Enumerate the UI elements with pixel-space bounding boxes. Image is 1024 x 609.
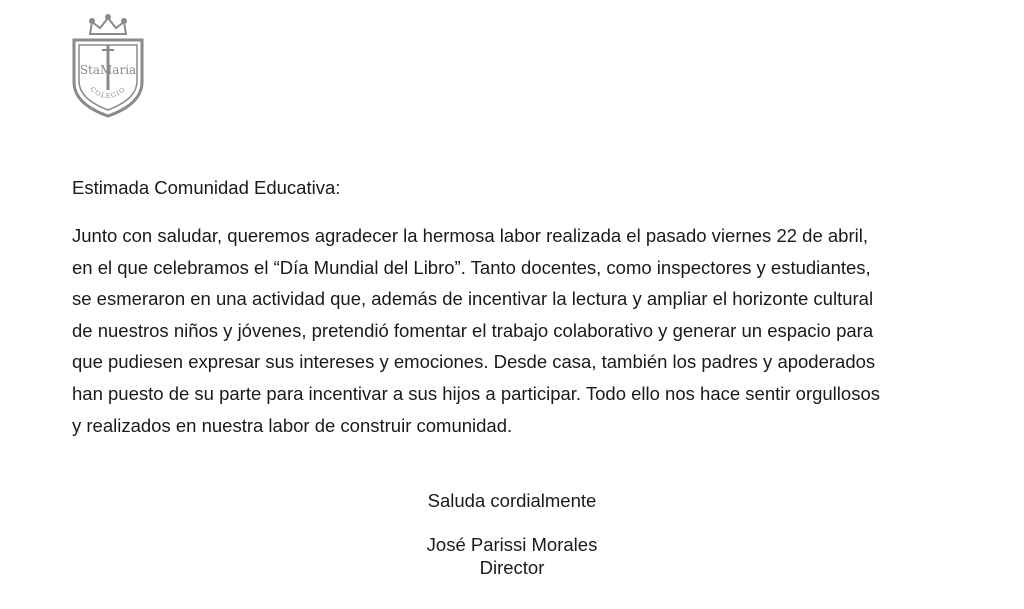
letter-body-paragraph bbox=[72, 220, 972, 441]
school-crest-logo bbox=[70, 12, 146, 120]
paragraph-line: han puesto de su parte para incentivar a sus hijos a participar. Todo ello nos hace sentir orgullosos bbox=[72, 382, 880, 404]
logo-name-text: StaMaria bbox=[79, 63, 137, 77]
letter-greeting: Estimada Comunidad Educativa: bbox=[72, 177, 341, 198]
paragraph-line: Junto con saludar, queremos agradecer la hermosa labor realizada el pasado viernes 22 de abril, bbox=[72, 225, 868, 246]
paragraph-line: en el que celebramos el “Día Mundial del Libro”. Tanto docentes, como inspectores y estudiantes, bbox=[72, 256, 871, 278]
paragraph-line: se esmeraron en una actividad que, además de incentivar la lectura y ampliar el horizonte cultural bbox=[72, 288, 874, 310]
crown-icon bbox=[90, 15, 126, 34]
signer-title: Director bbox=[479, 557, 545, 578]
signer-name: José Parissi Morales bbox=[426, 534, 598, 555]
paragraph-line: de nuestros niños y jóvenes, pretendió fomentar el trabajo colaborativo y generar un espacio para bbox=[72, 319, 874, 341]
paragraph-line: que pudiesen expresar sus intereses y emociones. Desde casa, también los padres y apoderados bbox=[72, 351, 876, 373]
logo-sub-text: COLEGIO bbox=[88, 85, 128, 101]
paragraph-line: y realizados en nuestra labor de construir comunidad. bbox=[72, 414, 513, 436]
letter-closing: Saluda cordialmente bbox=[427, 490, 597, 511]
